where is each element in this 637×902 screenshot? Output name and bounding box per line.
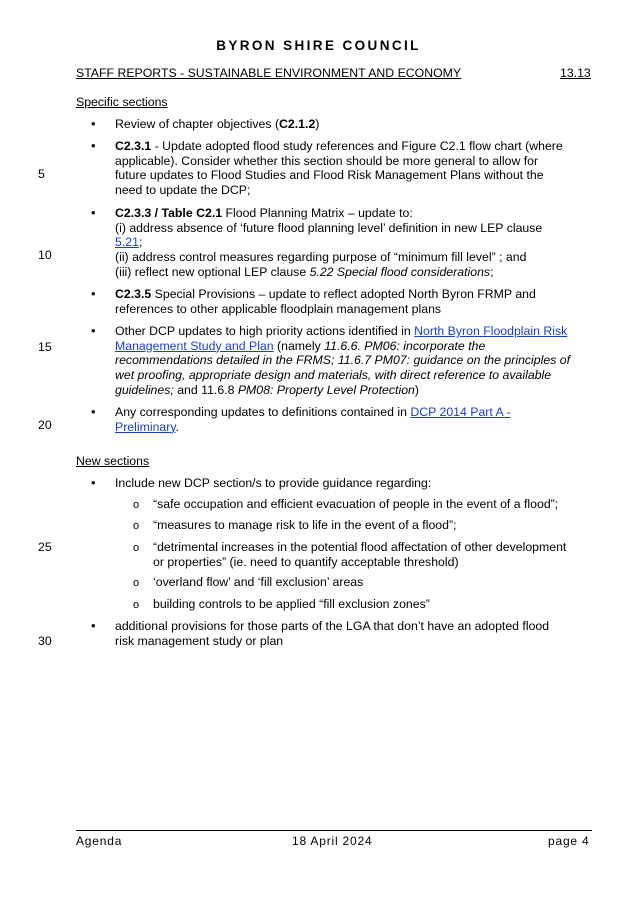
lep-clause-link[interactable]: 5.21 — [115, 235, 139, 250]
clause-ref: C2.1.2 — [279, 117, 316, 131]
footer-agenda: Agenda — [76, 834, 123, 848]
bullet-icon: • — [91, 116, 96, 131]
footer-page: page 4 — [548, 834, 590, 848]
line-number: 10 — [38, 248, 52, 262]
item-text: references to other applicable floodplain management plans — [115, 301, 442, 316]
item-text: Special Provisions – update to reflect adopted North Byron FRMP and — [151, 287, 536, 301]
item-text: guidelines; — [115, 382, 174, 397]
circle-bullet-icon: o — [133, 599, 140, 611]
council-name: BYRON SHIRE COUNCIL — [216, 38, 421, 53]
item-text: ; — [490, 264, 494, 279]
dcp-part-a-link[interactable]: Preliminary — [115, 419, 176, 434]
line-number: 5 — [38, 167, 45, 181]
circle-bullet-icon: o — [133, 542, 140, 554]
floodplain-study-link[interactable]: North Byron Floodplain Risk — [414, 324, 568, 338]
footer-date: 18 April 2024 — [292, 834, 373, 848]
clause-ref: C2.3.3 / Table C2.1 — [115, 206, 223, 220]
item-text: wet proofing, appropriate design and materials, with direct reference to available — [115, 368, 552, 383]
bullet-icon: • — [91, 475, 96, 490]
clause-ref: C2.3.5 — [115, 287, 152, 301]
bullet-icon: • — [91, 404, 96, 419]
item-text: . — [175, 419, 180, 434]
new-sections-heading: New sections — [76, 454, 150, 468]
bullet-icon: • — [91, 205, 96, 220]
footer-divider — [76, 830, 592, 831]
item-text: “measures to manage risk to life in the event of a flood”; — [153, 518, 457, 532]
clause-ref: C2.3.1 — [115, 139, 152, 153]
item-text: applicable). Consider whether this section should be more general to allow for — [115, 153, 539, 168]
line-number: 30 — [38, 634, 52, 648]
item-text: (iii) reflect new optional LEP clause — [115, 264, 310, 279]
line-number: 20 — [38, 418, 52, 432]
item-text: (namely — [273, 338, 325, 353]
bullet-icon: • — [91, 618, 96, 633]
circle-bullet-icon: o — [133, 520, 140, 532]
item-text: (i) address absence of ‘future flood planning level’ definition in new LEP clause — [115, 220, 543, 235]
item-text: Any corresponding updates to definitions contained in — [115, 405, 411, 419]
circle-bullet-icon: o — [133, 577, 140, 589]
item-text: ; — [138, 235, 143, 250]
item-text: and 11.6.8 — [173, 382, 238, 397]
specific-sections-heading: Specific sections — [76, 95, 168, 109]
item-text: Include new DCP section/s to provide guidance regarding: — [115, 476, 432, 490]
report-section-title: STAFF REPORTS - SUSTAINABLE ENVIRONMENT AND ECONOMY — [76, 66, 462, 80]
line-number: 15 — [38, 340, 52, 354]
item-text: building controls to be applied “fill exclusion zones” — [153, 597, 430, 611]
circle-bullet-icon: o — [133, 499, 140, 511]
item-text: Flood Planning Matrix – update to: — [222, 206, 413, 220]
item-text: risk management study or plan — [115, 633, 284, 648]
item-text: ) — [414, 382, 419, 397]
item-text: (ii) address control measures regarding purpose of “minimum fill level” ; and — [115, 250, 527, 265]
bullet-icon: • — [91, 138, 96, 153]
item-text: recommendations detailed in the FRMS; 11.6.7 PM07: guidance on the principles of — [115, 353, 571, 368]
item-text: “detrimental increases in the potential flood affectation of other development — [153, 540, 567, 554]
bullet-icon: • — [91, 286, 96, 301]
item-number: 13.13 — [560, 66, 591, 80]
item-text: ‘overland flow’ and ‘fill exclusion’ areas — [153, 575, 364, 589]
bullet-icon: • — [91, 323, 96, 338]
item-text: Other DCP updates to high priority actions identified in — [115, 324, 415, 338]
item-text: - Update adopted flood study references and Figure C2.1 flow chart (where — [151, 139, 563, 153]
dcp-part-a-link[interactable]: DCP 2014 Part A - — [410, 405, 511, 419]
item-text: PM08: Property Level Protection — [237, 382, 415, 397]
item-text: additional provisions for those parts of the LGA that don’t have an adopted flood — [115, 619, 550, 633]
item-text: ) — [315, 117, 320, 131]
item-text: “safe occupation and efficient evacuation of people in the event of a flood”; — [153, 497, 559, 511]
item-text: future updates to Flood Studies and Flood Risk Management Plans without the — [115, 168, 544, 183]
item-text: 5.22 Special flood considerations — [309, 264, 491, 279]
item-text: need to update the DCP; — [115, 183, 251, 198]
item-text: Review of chapter objectives ( — [115, 117, 280, 131]
floodplain-study-link[interactable]: Management Study and Plan — [115, 338, 274, 353]
item-text: 11.6.6. PM06: incorporate the — [324, 338, 486, 353]
line-number: 25 — [38, 540, 52, 554]
item-text: or properties” (ie. need to quantify acceptable threshold) — [153, 554, 459, 569]
